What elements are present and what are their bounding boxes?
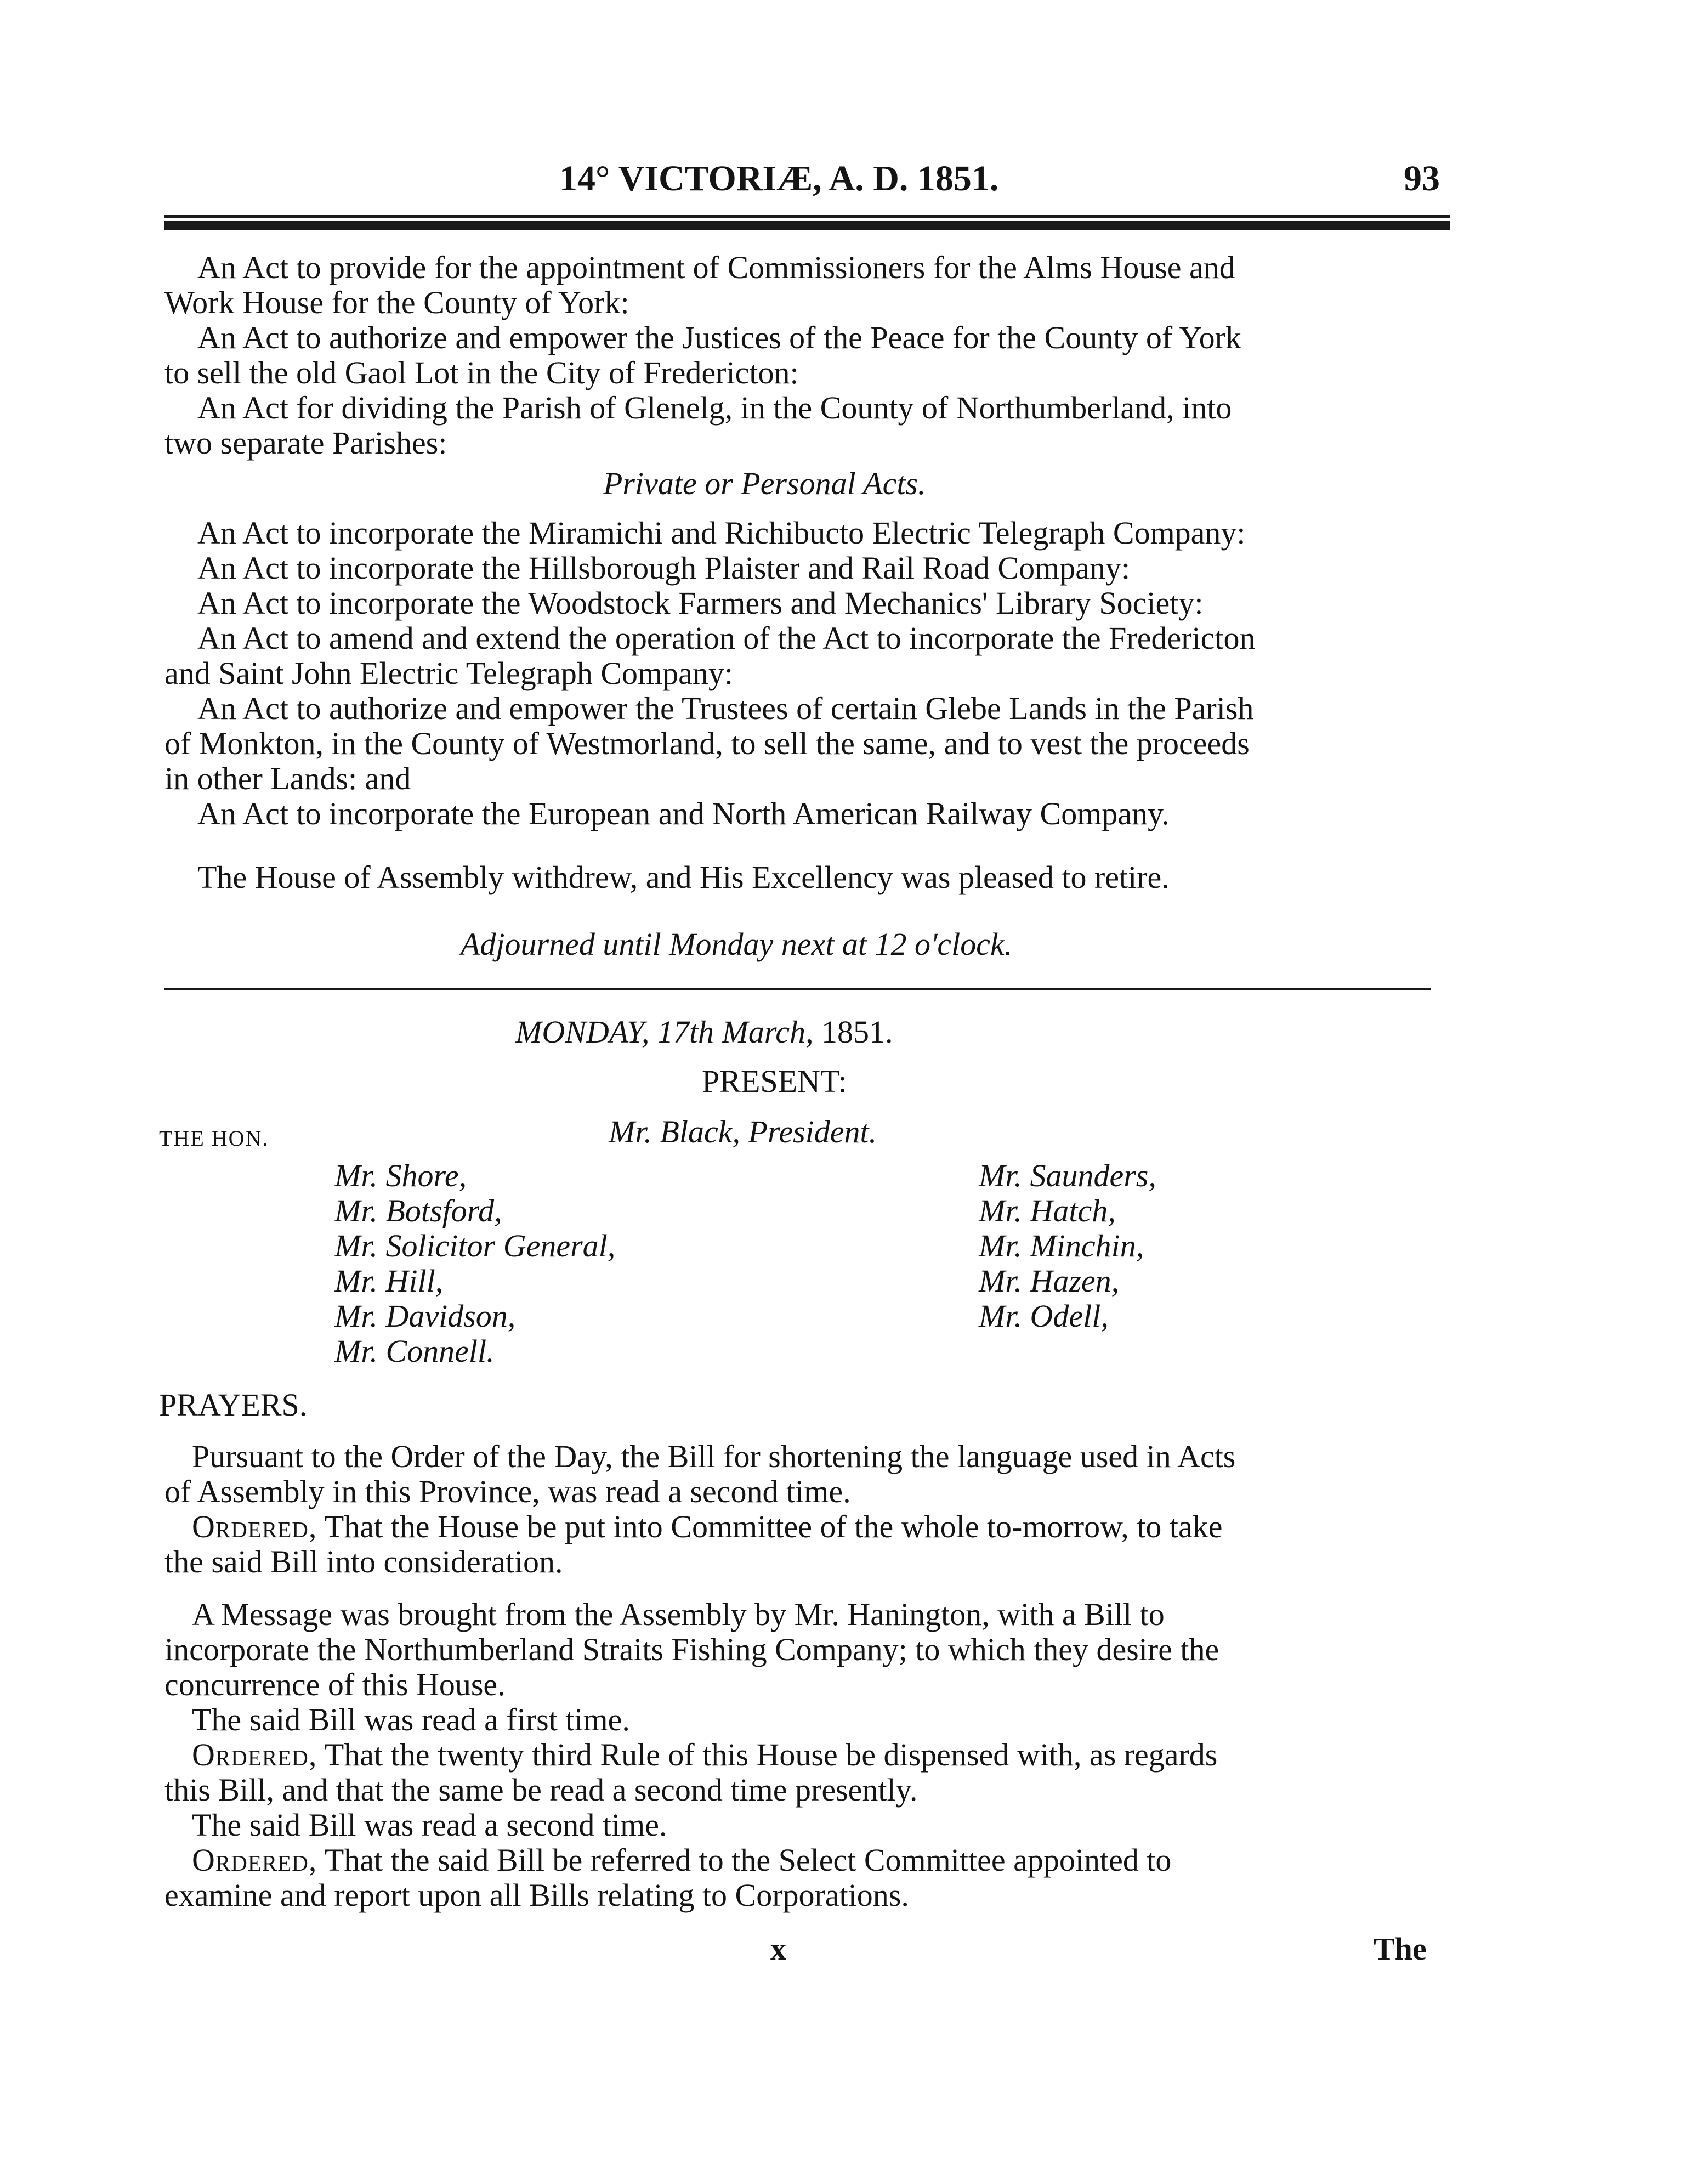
member-name: Mr. Saunders, xyxy=(979,1158,1156,1193)
president-line: Mr. Black, President. xyxy=(609,1114,877,1150)
ordered-text: That the said Bill be referred to the Select Committee appointed to xyxy=(324,1842,1172,1878)
first-reading-line: The said Bill was read a first time. xyxy=(192,1702,630,1737)
prayers-label: PRAYERS. xyxy=(159,1387,308,1423)
member-name: Mr. Shore, xyxy=(334,1158,467,1193)
text-line: An Act to provide for the appointment of Commissioners for the Alms House and xyxy=(197,250,1235,285)
private-act-4 xyxy=(164,621,1256,691)
member-name: Mr. Solicitor General, xyxy=(334,1228,616,1264)
text-line: Pursuant to the Order of the Day, the Bill for shortening the language used in Acts xyxy=(192,1439,1236,1474)
private-act-5 xyxy=(164,691,1253,796)
text-line: of Assembly in this Province, was read a second time. xyxy=(164,1474,851,1509)
text-line: this Bill, and that the same be read a second time presently. xyxy=(164,1772,918,1808)
text-line: the said Bill into consideration. xyxy=(164,1544,563,1579)
ordered-select-committee xyxy=(164,1843,1171,1913)
catchword: The xyxy=(1374,1931,1427,1967)
message-from-assembly xyxy=(164,1597,1219,1702)
adjourned-line: Adjourned until Monday next at 12 o'clock. xyxy=(461,926,1013,962)
members-right-column xyxy=(979,1158,1156,1334)
text-line: two separate Parishes: xyxy=(164,425,447,461)
text-line: An Act to incorporate the Woodstock Farmers and Mechanics' Library Society: xyxy=(197,585,1204,621)
member-name: Mr. Odell, xyxy=(979,1298,1109,1334)
running-title: 14° VICTORIÆ, A. D. 1851. xyxy=(559,158,999,199)
ordered-label: Ordered, xyxy=(192,1737,317,1773)
text-line: examine and report upon all Bills relating to Corporations. xyxy=(164,1877,909,1913)
ordered-rule-dispensed xyxy=(164,1737,1217,1808)
private-act-2 xyxy=(164,551,1130,586)
withdrew-line: The House of Assembly withdrew, and His Excellency was pleased to retire. xyxy=(197,859,1170,895)
text-line: Work House for the County of York: xyxy=(164,285,629,320)
text-line: of Monkton, in the County of Westmorland, to sell the same, and to vest the proceeds xyxy=(164,726,1250,761)
ordered-label: Ordered, xyxy=(192,1842,317,1878)
date-day: MONDAY, xyxy=(515,1014,650,1050)
present-label: PRESENT: xyxy=(702,1063,847,1099)
ordered-text: That the House be put into Committee of the whole to-morrow, to take xyxy=(324,1509,1223,1544)
session-date xyxy=(515,1015,893,1050)
text-line xyxy=(164,1843,1171,1878)
ordered-text: That the twenty third Rule of this House be dispensed with, as regards xyxy=(324,1737,1218,1773)
text-line: in other Lands: and xyxy=(164,761,411,796)
proceeding-second-reading xyxy=(164,1439,1235,1509)
ordered-label: Ordered, xyxy=(192,1509,317,1544)
text-line: An Act to amend and extend the operation of the Act to incorporate the Fredericton xyxy=(197,620,1256,656)
text-line: An Act to incorporate the Miramichi and Richibucto Electric Telegraph Company: xyxy=(197,515,1246,551)
date-year: 1851. xyxy=(821,1014,893,1050)
private-act-3 xyxy=(164,586,1203,621)
page-number: 93 xyxy=(1404,158,1440,199)
text-line: An Act to authorize and empower the Trustees of certain Glebe Lands in the Parish xyxy=(197,690,1254,726)
ordered-committee xyxy=(164,1509,1222,1579)
text-line xyxy=(164,1737,1217,1773)
public-act-2 xyxy=(164,320,1241,390)
member-name: Mr. Davidson, xyxy=(334,1298,516,1334)
members-left-column xyxy=(334,1158,615,1369)
text-line: An Act for dividing the Parish of Glenelg, in the County of Northumberland, into xyxy=(197,390,1232,426)
section-rule xyxy=(164,988,1431,990)
text-line: incorporate the Northumberland Straits Fishing Company; to which they desire the xyxy=(164,1632,1219,1667)
member-name: Mr. Connell. xyxy=(334,1333,495,1369)
text-line: A Message was brought from the Assembly by Mr. Hanington, with a Bill to xyxy=(192,1596,1165,1632)
date-rest: 17th March, xyxy=(657,1014,814,1050)
text-line: An Act to incorporate the European and North American Railway Company. xyxy=(197,796,1170,831)
private-acts-heading: Private or Personal Acts. xyxy=(603,466,926,501)
second-reading-line: The said Bill was read a second time. xyxy=(192,1807,667,1843)
member-name: Mr. Botsford, xyxy=(334,1193,502,1228)
header-rule xyxy=(164,215,1450,218)
public-act-1 xyxy=(164,250,1235,320)
member-name: Mr. Hatch, xyxy=(979,1193,1116,1228)
header-rule-thick xyxy=(164,221,1450,230)
public-act-3 xyxy=(164,390,1232,461)
text-line: and Saint John Electric Telegraph Company: xyxy=(164,655,734,691)
signature-mark: x xyxy=(770,1931,786,1967)
text-line: concurrence of this House. xyxy=(164,1667,506,1702)
the-hon-label: THE HON. xyxy=(159,1126,269,1151)
member-name: Mr. Hazen, xyxy=(979,1263,1120,1299)
member-name: Mr. Hill, xyxy=(334,1263,444,1299)
text-line: An Act to incorporate the Hillsborough Plaister and Rail Road Company: xyxy=(197,550,1131,586)
private-act-6 xyxy=(164,796,1170,831)
text-line xyxy=(164,1509,1222,1544)
text-line: to sell the old Gaol Lot in the City of Fredericton: xyxy=(164,355,799,390)
text-line: An Act to authorize and empower the Justices of the Peace for the County of York xyxy=(197,320,1241,355)
private-act-1 xyxy=(164,516,1246,551)
member-name: Mr. Minchin, xyxy=(979,1228,1144,1264)
